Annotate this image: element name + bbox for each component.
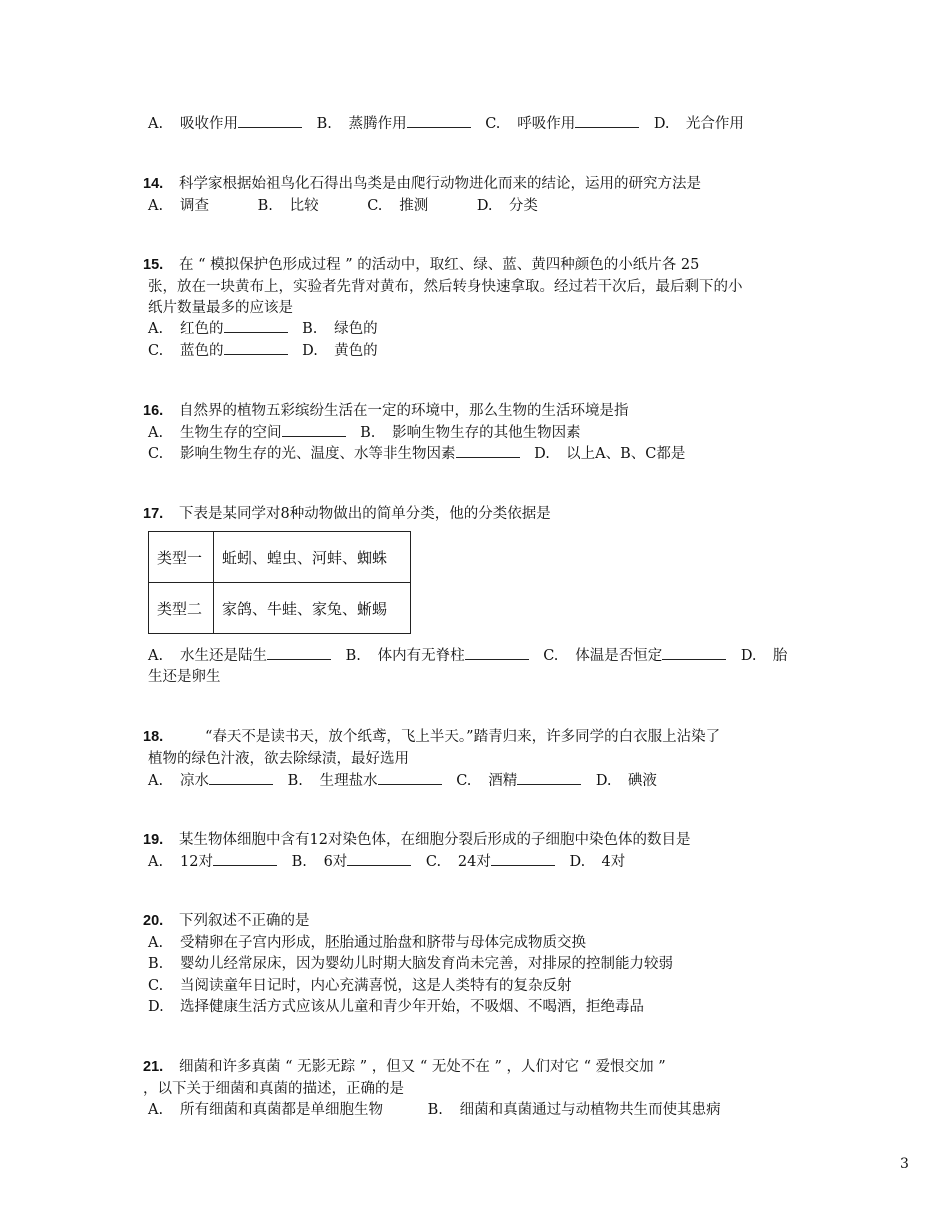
table-row	[149, 532, 411, 583]
q13-option-b: 蒸腾作用	[348, 116, 407, 132]
answer-blank	[456, 445, 520, 458]
animal-classification-table	[148, 531, 411, 634]
type-cell: 类型一	[149, 532, 214, 583]
question-number: 17.	[143, 506, 164, 522]
q13-option-a: 吸收作用	[180, 116, 238, 132]
q20-option-a: A. 受精卵在子宫内形成，胚胎通过胎盘和脐带与母体完成物质交换	[148, 935, 586, 951]
q17-option-d-continued: 生还是卵生	[148, 669, 221, 685]
q14-options: A. 调查 B. 比较 C. 推测 D. 分类	[148, 198, 538, 214]
q16-stem: 16. 自然界的植物五彩缤纷生活在一定的环境中，那么生物的生活环境是指	[143, 403, 629, 419]
q17-options: A. 水生还是陆生 B. 体内有无脊柱 C. 体温是否恒定 D. 胎	[148, 648, 788, 664]
q18-options: A. 凉水 B. 生理盐水 C. 酒精 D. 碘液	[148, 773, 657, 789]
q16-option-a: 生物生存的空间	[180, 425, 282, 441]
q14-option-b: 比较	[289, 198, 319, 214]
q15-stem-line-3: 纸片数量最多的应该是	[148, 300, 293, 316]
q15-stem-line-2: 张，放在一块黄布上，实验者先背对黄布，然后转身快速拿取。经过若干次后，最后剩下的小	[148, 279, 743, 295]
q19-option-a: 12对	[180, 854, 213, 870]
question-number: 19.	[143, 832, 164, 848]
q20-stem: 20. 下列叙述不正确的是	[143, 913, 310, 929]
q15-options-row-2: C. 蓝色的 D. 黄色的	[148, 343, 378, 359]
q20-option-b: B. 婴幼儿经常尿床，因为婴幼儿时期大脑发育尚未完善，对排尿的控制能力较弱	[148, 956, 673, 972]
answer-blank	[575, 115, 639, 128]
q21-option-a: 所有细菌和真菌都是单细胞生物	[180, 1102, 383, 1118]
q20-option-d: D. 选择健康生活方式应该从儿童和青少年开始，不吸烟、不喝酒，拒绝毒品	[148, 999, 644, 1015]
q13-option-d: 光合作用	[685, 116, 744, 132]
q19-option-d: 4对	[601, 854, 626, 870]
q18-stem-line-1: 18. “春天不是读书天，放个纸鸢，飞上半天。”踏青归来，许多同学的白衣服上沾染了	[143, 729, 721, 745]
q18-stem-line-2: 植物的绿色汁液，欲去除绿渍，最好选用	[148, 751, 409, 767]
q14-stem: 14. 科学家根据始祖鸟化石得出鸟类是由爬行动物进化而来的结论，运用的研究方法是	[143, 176, 701, 192]
q17-option-a: 水生还是陆生	[180, 648, 267, 664]
q21-stem-line-1: 21. 细菌和许多真菌 “ 无影无踪 ” ，但又 “ 无处不在 ” ，人们对它 “ 爱恨交加 ”	[143, 1059, 666, 1075]
q18-option-b: 生理盐水	[319, 773, 378, 789]
answer-blank	[407, 115, 471, 128]
type-cell: 类型二	[149, 583, 214, 634]
answer-blank	[238, 115, 302, 128]
animals-cell: 家鸽、牛蛙、家兔、蜥蜴	[214, 583, 411, 634]
q14-option-a: 调查	[180, 198, 209, 214]
answer-blank	[209, 772, 273, 785]
answer-blank	[267, 647, 331, 660]
q16-option-d: 以上A、B、C都是	[566, 446, 686, 462]
q19-options: A. 12对 B. 6对 C. 24对 D. 4对	[148, 854, 626, 870]
q15-option-d: 黄色的	[334, 343, 378, 359]
q17-option-d: 胎	[772, 648, 788, 664]
answer-blank	[213, 853, 277, 866]
question-number: 16.	[143, 403, 164, 419]
q21-options: A. 所有细菌和真菌都是单细胞生物 B. 细菌和真菌通过与动植物共生而使其患病	[148, 1102, 721, 1118]
q19-stem: 19. 某生物体细胞中含有12对染色体，在细胞分裂后形成的子细胞中染色体的数目是	[143, 832, 691, 848]
q13-options: A. 吸收作用 B. 蒸腾作用 C. 呼吸作用 D. 光合作用	[148, 116, 744, 132]
q15-option-b: 绿色的	[334, 321, 378, 337]
answer-blank	[517, 772, 581, 785]
q15-option-a: 红色的	[180, 321, 224, 337]
answer-blank	[224, 320, 288, 333]
question-number: 18.	[143, 729, 164, 745]
q20-option-c: C. 当阅读童年日记时，内心充满喜悦，这是人类特有的复杂反射	[148, 978, 572, 994]
q17-option-c: 体温是否恒定	[575, 648, 663, 664]
q16-options-row-2: C. 影响生物生存的光、温度、水等非生物因素 D. 以上A、B、C都是	[148, 446, 686, 462]
answer-blank	[465, 647, 529, 660]
q15-option-c: 蓝色的	[180, 343, 224, 359]
answer-blank	[347, 853, 411, 866]
q16-option-c: 影响生物生存的光、温度、水等非生物因素	[180, 446, 456, 462]
q18-option-c: 酒精	[488, 773, 518, 789]
animals-cell: 蚯蚓、蝗虫、河蚌、蜘蛛	[214, 532, 411, 583]
q18-option-a: 凉水	[180, 773, 209, 789]
answer-blank	[282, 424, 346, 437]
question-number: 14.	[143, 176, 164, 192]
question-number: 21.	[143, 1059, 164, 1075]
answer-blank	[662, 647, 726, 660]
q16-options-row-1: A. 生物生存的空间 B. 影响生物生存的其他生物因素	[148, 425, 581, 441]
table-row	[149, 583, 411, 634]
page-number: 3	[900, 1156, 909, 1172]
q17-stem: 17. 下表是某同学对8种动物做出的简单分类，他的分类依据是	[143, 506, 551, 522]
q19-option-b: 6对	[323, 854, 348, 870]
answer-blank	[224, 342, 288, 355]
answer-blank	[491, 853, 555, 866]
answer-blank	[378, 772, 442, 785]
q21-stem-line-2: ，以下关于细菌和真菌的描述，正确的是	[143, 1081, 404, 1097]
q15-options-row-1: A. 红色的 B. 绿色的	[148, 321, 378, 337]
q14-option-d: 分类	[508, 198, 538, 214]
q15-stem-line-1: 15. 在 “ 模拟保护色形成过程 ” 的活动中，取红、绿、蓝、黄四种颜色的小纸片各 25	[143, 257, 700, 273]
question-number: 15.	[143, 257, 164, 273]
q18-option-d: 碘液	[627, 773, 657, 789]
q17-option-b: 体内有无脊柱	[377, 648, 465, 664]
q21-option-b: 细菌和真菌通过与动植物共生而使其患病	[459, 1102, 721, 1118]
q16-option-b: 影响生物生存的其他生物因素	[392, 425, 581, 441]
question-number: 20.	[143, 913, 164, 929]
q19-option-c: 24对	[457, 854, 491, 870]
q14-option-c: 推测	[399, 198, 429, 214]
q13-option-c: 呼吸作用	[517, 116, 576, 132]
